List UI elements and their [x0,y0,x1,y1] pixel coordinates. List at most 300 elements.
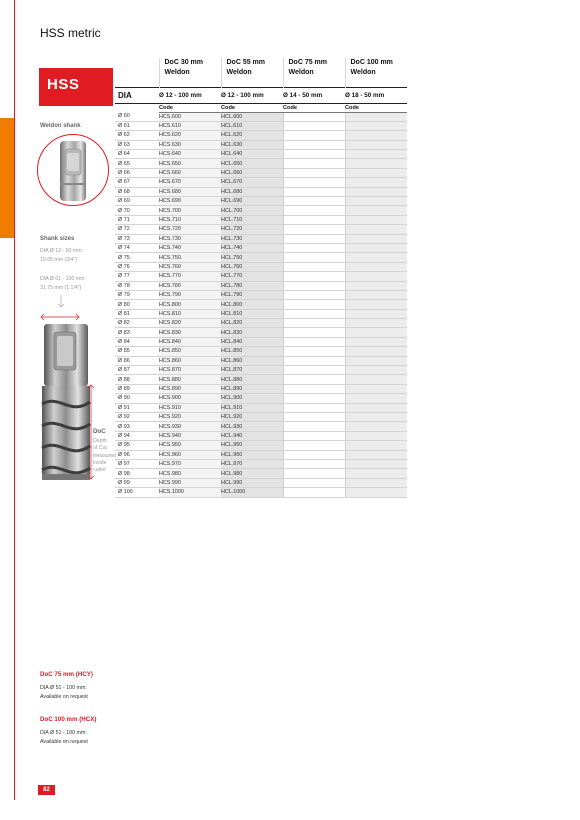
table-row [115,328,407,337]
hss-badge: HSS [39,68,113,106]
dia-range: Ø 18 - 50 mm [345,87,407,103]
hcs-code-cell: HCS.950 [159,441,221,450]
doc100-code-cell [345,469,407,478]
hcl-code-cell: HCL.990 [221,478,283,487]
doc75-code-cell [283,422,345,431]
column-subtitle: Weldon [164,69,190,76]
dia-cell: Ø 95 [115,441,159,450]
hcl-code-cell: HCL.730 [221,234,283,243]
annular-cutter-icon [40,324,92,482]
dia-range: Ø 12 - 100 mm [221,87,283,103]
dia-cell: Ø 93 [115,422,159,431]
doc100-code-cell [345,272,407,281]
dia-cell: Ø 82 [115,319,159,328]
column-subtitle: Weldon [288,69,314,76]
hcs-code-cell: HCS.730 [159,234,221,243]
table-row [115,403,407,412]
doc100-code-cell [345,290,407,299]
doc75-code-cell [283,253,345,262]
hcs-code-cell: HCS.990 [159,478,221,487]
table-row [115,441,407,450]
table-row [115,431,407,440]
doc100-code-cell [345,309,407,318]
table-row [115,319,407,328]
footnote-line: Available on request [40,739,88,745]
doc100-code-cell [345,347,407,356]
hcs-code-cell: HCS.840 [159,337,221,346]
doc-line: measured [93,452,117,459]
column-subtitle: Weldon [226,69,252,76]
doc100-code-cell [345,112,407,121]
doc100-code-cell [345,488,407,497]
product-table [115,58,407,498]
footnote-text [40,729,88,747]
hcs-code-cell: HCS.800 [159,300,221,309]
table-row [115,234,407,243]
table-header-row [115,58,407,87]
dia-cell: Ø 96 [115,450,159,459]
hcs-code-cell: HCS.780 [159,281,221,290]
table-row [115,178,407,187]
dia-cell: Ø 72 [115,225,159,234]
dia-cell: Ø 80 [115,300,159,309]
doc75-code-cell [283,488,345,497]
shank-note-2-line: 31.75 mm (1 1/4") [40,284,82,291]
table-row [115,281,407,290]
code-label: Code [159,103,221,112]
dia-cell: Ø 62 [115,131,159,140]
hcl-code-cell: HCL.710 [221,215,283,224]
hcs-code-cell: HCS.720 [159,225,221,234]
dia-cell: Ø 70 [115,206,159,215]
dia-cell: Ø 91 [115,403,159,412]
doc75-code-cell [283,243,345,252]
footnote-title: DoC 75 mm (HCY) [40,671,93,678]
dia-cell: Ø 65 [115,159,159,168]
doc100-code-cell [345,422,407,431]
doc75-code-cell [283,459,345,468]
hcl-code-cell: HCL.810 [221,309,283,318]
hcs-code-cell: HCS.760 [159,262,221,271]
doc75-code-cell [283,431,345,440]
doc100-code-cell [345,159,407,168]
column-title: DoC 75 mm [288,59,328,66]
column-title: DoC 30 mm [164,59,204,66]
column-header [221,58,283,87]
shank-note-2-line: DIA Ø 61 - 100 mm: [40,276,86,282]
table-row [115,309,407,318]
shank-note-1-line: 19.05 mm (3/4") [40,256,78,263]
table-row [115,422,407,431]
dia-cell: Ø 90 [115,394,159,403]
table-row [115,150,407,159]
hcl-code-cell: HCL.940 [221,431,283,440]
doc75-code-cell [283,478,345,487]
hcl-code-cell: HCL.890 [221,384,283,393]
width-arrow-icon [40,313,80,321]
doc75-code-cell [283,450,345,459]
hcl-code-cell: HCL.850 [221,347,283,356]
footnote-line: DIA Ø 51 - 100 mm: [40,685,87,691]
table-row [115,366,407,375]
doc75-code-cell [283,290,345,299]
dia-cell: Ø 69 [115,197,159,206]
hcl-code-cell: HCL.830 [221,328,283,337]
doc100-code-cell [345,431,407,440]
doc75-code-cell [283,159,345,168]
hcl-code-cell: HCL.750 [221,253,283,262]
hcl-code-cell: HCL.620 [221,131,283,140]
dia-cell: Ø 88 [115,375,159,384]
table-row [115,243,407,252]
hcl-code-cell: HCL.800 [221,300,283,309]
hcl-code-cell: HCL.860 [221,356,283,365]
hcl-code-cell: HCL.600 [221,112,283,121]
hcl-code-cell: HCL.740 [221,243,283,252]
dia-cell: Ø 84 [115,337,159,346]
doc75-code-cell [283,131,345,140]
page-number: 82 [38,785,55,795]
dia-cell: Ø 98 [115,469,159,478]
dia-cell: Ø 83 [115,328,159,337]
doc75-code-cell [283,375,345,384]
footnote-text [40,684,88,702]
table-row [115,262,407,271]
doc100-code-cell [345,319,407,328]
dia-cell: Ø 87 [115,366,159,375]
table-row [115,215,407,224]
table-row [115,347,407,356]
table-row [115,112,407,121]
doc100-code-cell [345,375,407,384]
table-row [115,469,407,478]
hcs-code-cell: HCS.910 [159,403,221,412]
dia-cell: Ø 92 [115,413,159,422]
dia-cell: Ø 61 [115,121,159,130]
doc100-code-cell [345,478,407,487]
hcl-code-cell: HCL.930 [221,422,283,431]
doc75-code-cell [283,150,345,159]
hcs-code-cell: HCS.890 [159,384,221,393]
doc75-code-cell [283,347,345,356]
doc100-code-cell [345,121,407,130]
footnote-title: DoC 100 mm (HCX) [40,716,97,723]
hcl-code-cell: HCL.910 [221,403,283,412]
hcs-code-cell: HCS.640 [159,150,221,159]
shank-note-1 [40,247,83,264]
table-row [115,356,407,365]
doc-line: of Cut [93,445,107,452]
code-label: Code [221,103,283,112]
hcs-code-cell: HCS.600 [159,112,221,121]
weldon-shank-image [37,134,109,206]
doc75-code-cell [283,168,345,177]
hcs-code-cell: HCS.680 [159,187,221,196]
doc100-code-cell [345,215,407,224]
dia-range-row [115,87,407,103]
hcs-code-cell: HCS.850 [159,347,221,356]
doc100-code-cell [345,206,407,215]
table-row [115,206,407,215]
table-row [115,121,407,130]
hcl-code-cell: HCL.760 [221,262,283,271]
doc75-code-cell [283,328,345,337]
dia-cell: Ø 75 [115,253,159,262]
dia-cell: Ø 89 [115,384,159,393]
hcs-code-cell: HCS.880 [159,375,221,384]
hcs-code-cell: HCS.940 [159,431,221,440]
table-row [115,394,407,403]
code-label: Code [283,103,345,112]
doc100-code-cell [345,328,407,337]
doc100-code-cell [345,140,407,149]
dia-cell: Ø 86 [115,356,159,365]
hcl-code-cell: HCL.900 [221,394,283,403]
footnote-line: DIA Ø 51 - 100 mm: [40,730,87,736]
doc100-code-cell [345,225,407,234]
doc-title: DoC [93,428,106,435]
dia-cell: Ø 64 [115,150,159,159]
column-title: DoC 100 mm [350,59,393,66]
doc-line: Depth [93,438,107,445]
doc75-code-cell [283,300,345,309]
doc100-code-cell [345,459,407,468]
table-row [115,375,407,384]
doc100-code-cell [345,356,407,365]
shank-sizes-title: Shank sizes [40,236,75,242]
doc100-code-cell [345,178,407,187]
doc100-code-cell [345,394,407,403]
hcl-code-cell: HCL.770 [221,272,283,281]
table-row [115,337,407,346]
doc100-code-cell [345,441,407,450]
table-body [115,112,407,497]
code-spacer [115,103,159,112]
table-row [115,272,407,281]
doc100-code-cell [345,197,407,206]
table-row [115,159,407,168]
doc75-code-cell [283,178,345,187]
footnote-line: Available on request [40,694,88,700]
hcl-code-cell: HCL.870 [221,366,283,375]
doc75-code-cell [283,197,345,206]
dia-cell: Ø 85 [115,347,159,356]
hcl-code-cell: HCL.920 [221,413,283,422]
dia-cell: Ø 79 [115,290,159,299]
dia-cell: Ø 99 [115,478,159,487]
column-title: DoC 55 mm [226,59,266,66]
doc75-code-cell [283,309,345,318]
hcl-code-cell: HCL.960 [221,450,283,459]
doc75-code-cell [283,234,345,243]
doc100-code-cell [345,403,407,412]
doc75-code-cell [283,356,345,365]
hcl-code-cell: HCL.820 [221,319,283,328]
doc-line: inside [93,459,107,466]
doc75-code-cell [283,337,345,346]
hcs-code-cell: HCS.810 [159,309,221,318]
hcs-code-cell: HCS.750 [159,253,221,262]
hcl-code-cell: HCL.950 [221,441,283,450]
shank-note-1-line: DIA Ø 12 - 60 mm: [40,248,83,254]
dia-label: DIA [115,87,159,103]
hcs-code-cell: HCS.710 [159,215,221,224]
dia-cell: Ø 81 [115,309,159,318]
code-header-row [115,103,407,112]
table-row [115,140,407,149]
dia-cell: Ø 67 [115,178,159,187]
doc100-code-cell [345,384,407,393]
hcs-code-cell: HCS.650 [159,159,221,168]
doc75-code-cell [283,206,345,215]
doc100-code-cell [345,413,407,422]
hcl-code-cell: HCL.650 [221,159,283,168]
doc100-code-cell [345,234,407,243]
table-row [115,459,407,468]
doc100-code-cell [345,168,407,177]
doc75-code-cell [283,140,345,149]
doc100-code-cell [345,150,407,159]
doc75-code-cell [283,112,345,121]
doc100-code-cell [345,300,407,309]
dia-cell: Ø 77 [115,272,159,281]
hcs-code-cell: HCS.660 [159,168,221,177]
dia-cell: Ø 94 [115,431,159,440]
hcs-code-cell: HCS.620 [159,131,221,140]
doc100-code-cell [345,337,407,346]
hcs-code-cell: HCS.930 [159,422,221,431]
hcl-code-cell: HCL.700 [221,206,283,215]
doc100-code-cell [345,243,407,252]
doc-line: cutter [93,467,106,474]
page-title: HSS metric [40,26,101,40]
doc75-code-cell [283,366,345,375]
dia-cell: Ø 74 [115,243,159,252]
hcs-code-cell: HCS.630 [159,140,221,149]
table-row [115,187,407,196]
hcs-code-cell: HCS.970 [159,459,221,468]
table-row [115,450,407,459]
hcl-code-cell: HCL.790 [221,290,283,299]
doc100-code-cell [345,366,407,375]
hcl-code-cell: HCL.840 [221,337,283,346]
doc75-code-cell [283,215,345,224]
hcs-code-cell: HCS.790 [159,290,221,299]
doc100-code-cell [345,262,407,271]
table-row [115,384,407,393]
hcl-code-cell: HCL.660 [221,168,283,177]
doc75-code-cell [283,394,345,403]
table-row [115,478,407,487]
hcs-code-cell: HCS.960 [159,450,221,459]
doc100-code-cell [345,131,407,140]
hcl-code-cell: HCL.670 [221,178,283,187]
table-row [115,488,407,497]
doc75-code-cell [283,121,345,130]
doc75-code-cell [283,272,345,281]
table-row [115,225,407,234]
section-tab [0,118,14,238]
column-header [283,58,345,87]
doc100-code-cell [345,450,407,459]
hcl-code-cell: HCL.690 [221,197,283,206]
table-row [115,300,407,309]
table-row [115,290,407,299]
table-row [115,168,407,177]
table-row [115,413,407,422]
column-header [159,58,221,87]
hcs-code-cell: HCS.820 [159,319,221,328]
hcs-code-cell: HCS.830 [159,328,221,337]
hcs-code-cell: HCS.690 [159,197,221,206]
hcs-code-cell: HCS.670 [159,178,221,187]
code-label: Code [345,103,407,112]
dia-range: Ø 14 - 50 mm [283,87,345,103]
hcl-code-cell: HCL.1000 [221,488,283,497]
hcl-code-cell: HCL.980 [221,469,283,478]
hcl-code-cell: HCL.780 [221,281,283,290]
column-subtitle: Weldon [350,69,376,76]
hcl-code-cell: HCL.610 [221,121,283,130]
hcs-code-cell: HCS.1000 [159,488,221,497]
table-row [115,131,407,140]
doc75-code-cell [283,469,345,478]
doc75-code-cell [283,187,345,196]
doc75-code-cell [283,281,345,290]
hcs-code-cell: HCS.610 [159,121,221,130]
header-spacer [115,58,159,87]
doc75-code-cell [283,441,345,450]
hcs-code-cell: HCS.920 [159,413,221,422]
weldon-shank-label: Weldon shank [40,123,81,129]
weldon-shank-icon [38,135,108,205]
doc75-code-cell [283,413,345,422]
dia-cell: Ø 78 [115,281,159,290]
hcs-code-cell: HCS.980 [159,469,221,478]
dia-cell: Ø 76 [115,262,159,271]
dia-cell: Ø 100 [115,488,159,497]
hcs-code-cell: HCS.770 [159,272,221,281]
column-header [345,58,407,87]
table-row [115,197,407,206]
dia-cell: Ø 97 [115,459,159,468]
hcs-code-cell: HCS.700 [159,206,221,215]
hcs-code-cell: HCS.740 [159,243,221,252]
hcl-code-cell: HCL.640 [221,150,283,159]
hcl-code-cell: HCL.720 [221,225,283,234]
doc75-code-cell [283,225,345,234]
doc75-code-cell [283,384,345,393]
dia-cell: Ø 60 [115,112,159,121]
dia-cell: Ø 68 [115,187,159,196]
shank-note-2 [40,275,86,292]
hcs-code-cell: HCS.860 [159,356,221,365]
doc100-code-cell [345,187,407,196]
doc100-code-cell [345,281,407,290]
dia-cell: Ø 66 [115,168,159,177]
hcl-code-cell: HCL.880 [221,375,283,384]
down-arrow-icon [56,295,66,309]
dia-cell: Ø 71 [115,215,159,224]
dia-cell: Ø 63 [115,140,159,149]
hcl-code-cell: HCL.970 [221,459,283,468]
doc75-code-cell [283,319,345,328]
dia-range: Ø 12 - 100 mm [159,87,221,103]
margin-rule [14,0,15,800]
doc75-code-cell [283,403,345,412]
dia-cell: Ø 73 [115,234,159,243]
doc75-code-cell [283,262,345,271]
